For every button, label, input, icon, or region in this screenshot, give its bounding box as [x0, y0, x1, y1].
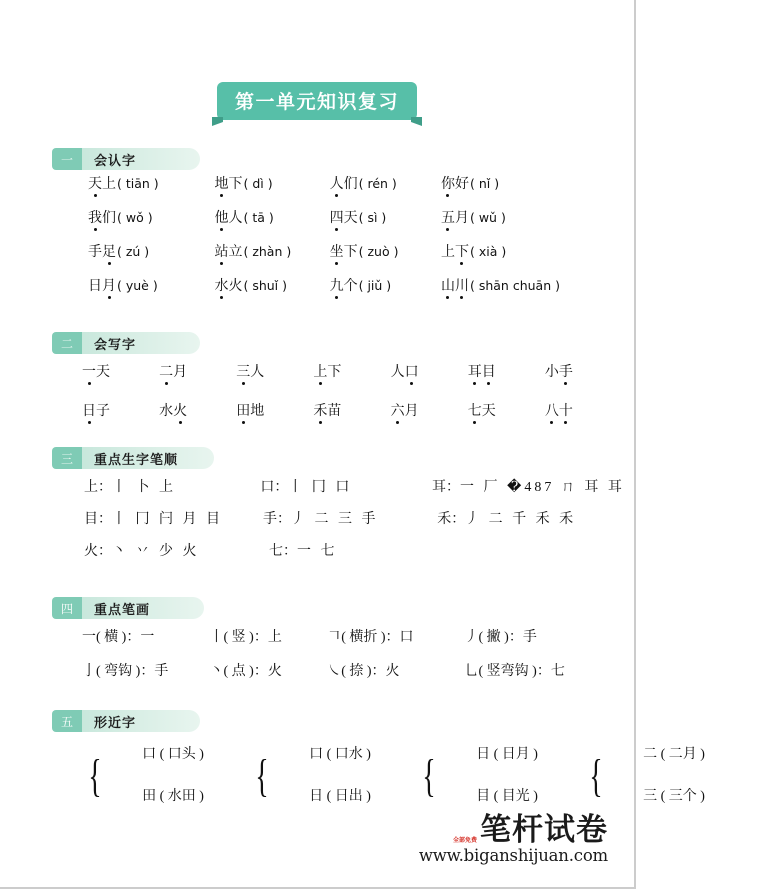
- emphasis-dot: [335, 194, 338, 197]
- word-cell: [441, 178, 592, 197]
- emphasis-dot: [220, 228, 223, 231]
- character: 火: [173, 405, 187, 424]
- word: [468, 405, 496, 424]
- character: 川: [455, 280, 469, 299]
- word: [214, 178, 272, 197]
- pinyin: ( tiān ): [117, 176, 159, 191]
- word-cell: [330, 212, 441, 231]
- word: [468, 366, 496, 385]
- word: [82, 405, 110, 424]
- page-title: 第一单元知识复习: [217, 82, 417, 120]
- word-cell: [438, 405, 515, 424]
- section-xing-jin-zi: [52, 710, 705, 806]
- word-cell: [441, 212, 592, 231]
- stroke-cell: ㇏( 捺 )：火: [327, 664, 400, 679]
- character: 一: [82, 366, 96, 385]
- stroke-order-cell: 上：丨 卜 上: [84, 480, 176, 495]
- character: 六: [391, 405, 405, 424]
- similar-char-bottom: 目 ( 目光 ): [476, 789, 538, 804]
- character: 他: [214, 212, 228, 231]
- character: 七: [468, 405, 482, 424]
- pinyin: ( dì ): [243, 176, 273, 191]
- emphasis-dot: [220, 262, 223, 265]
- word-cell: [330, 178, 441, 197]
- stroke-cell: 丨( 竖 )：上: [209, 630, 282, 645]
- word: [330, 178, 397, 197]
- word: [391, 405, 419, 424]
- word-cell: [330, 280, 441, 299]
- section-number: 一: [52, 148, 82, 170]
- word: [330, 280, 392, 299]
- section-title: 会写字: [94, 337, 137, 353]
- pinyin: ( sì ): [358, 210, 387, 225]
- character: 口: [405, 366, 419, 385]
- word: [236, 405, 264, 424]
- word-row: [52, 366, 592, 385]
- stroke-name: ( 竖弯钩 ): [478, 664, 537, 679]
- character: 火: [228, 279, 243, 294]
- character: 禾: [313, 405, 327, 424]
- section-number: 四: [52, 597, 82, 619]
- character: 四: [330, 212, 344, 231]
- word: [236, 366, 264, 385]
- character: 我: [88, 212, 102, 231]
- character: 人: [228, 211, 243, 226]
- word-cell: [330, 246, 441, 265]
- similar-char-cell: [52, 746, 219, 806]
- character: 上: [102, 177, 116, 192]
- pinyin: ( yuè ): [117, 278, 158, 293]
- stroke-order-cell: 手：丿 二 三 手: [263, 512, 379, 527]
- brace-icon: {: [589, 750, 603, 801]
- word: [441, 212, 506, 231]
- word-cell: [52, 178, 214, 197]
- character: 月: [102, 280, 116, 299]
- character: 好: [454, 177, 469, 192]
- stroke-glyph: 𠃍: [327, 630, 342, 645]
- brace-group: [251, 746, 386, 806]
- pinyin: ( shān chuān ): [469, 278, 560, 293]
- character: 天: [88, 178, 102, 197]
- emphasis-dot: [473, 421, 476, 424]
- brand-name-row: [419, 814, 608, 847]
- word: [214, 280, 287, 299]
- character: 人: [390, 365, 405, 380]
- section-bi-hua: [52, 597, 592, 699]
- section-body: [52, 631, 592, 679]
- word: [330, 246, 399, 265]
- character: 小: [544, 365, 559, 380]
- stroke-example: 一: [140, 630, 155, 645]
- pinyin: ( jiǔ ): [358, 278, 392, 293]
- section-number: 三: [52, 447, 82, 469]
- word-cell: [438, 366, 515, 385]
- character: 五: [441, 212, 455, 231]
- target-character: 耳: [432, 480, 446, 495]
- stroke-name: ( 横 ): [96, 630, 127, 645]
- section-header: [52, 710, 200, 732]
- word: [545, 366, 573, 385]
- pinyin: ( zuò ): [358, 244, 399, 259]
- target-character: 目: [84, 512, 98, 527]
- target-character: 禾: [437, 512, 452, 527]
- pinyin: ( xià ): [469, 244, 507, 259]
- word-cell: [52, 246, 214, 265]
- brace-group: [84, 746, 219, 806]
- section-number: 二: [52, 332, 82, 354]
- emphasis-dot: [319, 382, 322, 385]
- character: 人: [250, 365, 265, 380]
- word-cell: [214, 246, 329, 265]
- stroke-glyph: 丨: [209, 630, 224, 645]
- free-badge: 全部免费: [452, 836, 477, 844]
- section-body: [52, 366, 592, 424]
- word: [214, 246, 291, 265]
- pinyin: ( zú ): [117, 244, 150, 259]
- pinyin: ( wǒ ): [117, 210, 153, 225]
- stroke-sequence: 丶 丷 少 火: [112, 544, 200, 559]
- character: 坐: [330, 246, 344, 265]
- character: 们: [343, 177, 358, 192]
- brace-group: [585, 746, 720, 806]
- stroke-glyph: 一: [82, 630, 96, 645]
- similar-char-top: 二 ( 二月 ): [643, 747, 705, 762]
- character: 八: [545, 405, 559, 424]
- section-title: 重点笔画: [94, 602, 151, 618]
- emphasis-dot: [242, 421, 245, 424]
- section-header: [52, 148, 200, 170]
- section-title: 形近字: [94, 715, 137, 731]
- word-cell: [361, 366, 438, 385]
- stroke-cell: 乚( 竖弯钩 )：七: [464, 664, 565, 679]
- character: 下: [327, 365, 342, 380]
- emphasis-dot: [446, 228, 449, 231]
- section-title: 重点生字笔顺: [94, 452, 179, 468]
- pinyin: ( nǐ ): [469, 176, 500, 191]
- emphasis-dot: [88, 382, 91, 385]
- word-row: [52, 246, 592, 265]
- section-header: [52, 332, 200, 354]
- stroke-name: ( 撇 ): [478, 630, 509, 645]
- emphasis-dot: [410, 382, 413, 385]
- character: 手: [559, 366, 573, 385]
- stroke-row: [52, 631, 592, 645]
- stroke-name: ( 弯钩 ): [96, 664, 141, 679]
- pinyin: ( zhàn ): [243, 244, 292, 259]
- emphasis-dot: [220, 194, 223, 197]
- character: 日: [82, 405, 96, 424]
- character: 上: [440, 245, 455, 260]
- emphasis-dot: [242, 382, 245, 385]
- word-cell: [214, 280, 329, 299]
- word-cell: [52, 366, 129, 385]
- character: 山: [441, 280, 455, 299]
- stroke-order-row: [52, 545, 592, 559]
- word-cell: [129, 366, 206, 385]
- word: [88, 212, 153, 231]
- emphasis-dot: [473, 382, 476, 385]
- stroke-sequence: 丿 二 千 禾 禾: [465, 512, 577, 527]
- similar-char-bottom: 三 ( 三个 ): [643, 789, 705, 804]
- word-row: [52, 212, 592, 231]
- emphasis-dot: [396, 421, 399, 424]
- stroke-glyph: 亅: [82, 664, 96, 679]
- brace-icon: {: [88, 750, 102, 801]
- section-number: 五: [52, 710, 82, 732]
- similar-char-bottom: 田 ( 水田 ): [142, 789, 204, 804]
- character: 水: [214, 280, 228, 299]
- stroke-sequence: 丨 冂 口: [288, 480, 353, 495]
- target-character: 手: [263, 512, 278, 527]
- stroke-example: 火: [385, 664, 400, 679]
- word-cell: [441, 280, 592, 299]
- stroke-example: 七: [550, 664, 565, 679]
- emphasis-dot: [564, 421, 567, 424]
- emphasis-dot: [446, 296, 449, 299]
- word-cell: [283, 366, 360, 385]
- similar-char-bottom: 日 ( 日出 ): [309, 789, 371, 804]
- pinyin: ( rén ): [358, 176, 397, 191]
- character: 下: [343, 245, 358, 260]
- word: [88, 178, 159, 197]
- emphasis-dot: [165, 382, 168, 385]
- brand-url: www.biganshijuan.com: [418, 845, 608, 865]
- word: [391, 366, 419, 385]
- section-header: [52, 597, 204, 619]
- character: 三: [236, 366, 250, 385]
- character: 日: [88, 279, 102, 294]
- word: [159, 366, 187, 385]
- stroke-name: ( 横折 ): [341, 630, 386, 645]
- character: 月: [454, 211, 469, 226]
- pinyin: ( shuǐ ): [243, 278, 287, 293]
- character: 们: [102, 211, 116, 226]
- section-body: [52, 480, 625, 559]
- section-bi-shun: [52, 447, 625, 577]
- section-hui-xie-zi: [52, 332, 592, 444]
- stroke-sequence: 丨 卜 上: [112, 480, 176, 495]
- character: 上: [313, 366, 327, 385]
- word-row: [52, 280, 592, 299]
- section-body: [52, 178, 592, 299]
- stroke-name: ( 点 ): [223, 664, 254, 679]
- section-title: 会认字: [94, 153, 137, 169]
- character: 你: [441, 178, 455, 197]
- stroke-example: 手: [154, 664, 169, 679]
- similar-char-row: [52, 746, 705, 806]
- emphasis-dot: [179, 421, 182, 424]
- emphasis-dot: [335, 228, 338, 231]
- character: 月: [404, 404, 419, 419]
- similar-char-cell: [553, 746, 720, 806]
- emphasis-dot: [460, 296, 463, 299]
- word-cell: [214, 212, 329, 231]
- stroke-sequence: 丿 二 三 手: [291, 512, 379, 527]
- character: 田: [236, 405, 250, 424]
- pinyin: ( wǔ ): [469, 210, 506, 225]
- stroke-name: ( 竖 ): [223, 630, 254, 645]
- word-row: [52, 405, 592, 424]
- stroke-sequence: 丨 冂 闩 月 目: [112, 512, 223, 527]
- word-cell: [515, 405, 592, 424]
- word-cell: [129, 405, 206, 424]
- character: 十: [559, 405, 573, 424]
- word-cell: [52, 405, 129, 424]
- emphasis-dot: [446, 194, 449, 197]
- emphasis-dot: [88, 421, 91, 424]
- character: 目: [482, 366, 496, 385]
- word-cell: [52, 212, 214, 231]
- emphasis-dot: [487, 382, 490, 385]
- stroke-glyph: 丿: [464, 630, 479, 645]
- stroke-order-cell: 火：丶 丷 少 火: [84, 544, 200, 559]
- similar-char-top: 口 ( 口水 ): [309, 747, 371, 762]
- word: [545, 405, 573, 424]
- word-cell: [214, 178, 329, 197]
- word-cell: [441, 246, 592, 265]
- character: 下: [228, 177, 243, 192]
- stroke-cell: 丿( 撇 )：手: [464, 630, 537, 645]
- character: 地: [214, 178, 228, 197]
- target-character: 上: [84, 480, 98, 495]
- stroke-example: 上: [267, 630, 282, 645]
- emphasis-dot: [319, 421, 322, 424]
- target-character: 七: [269, 544, 283, 559]
- target-character: 火: [84, 544, 98, 559]
- character: 月: [173, 365, 188, 380]
- character: 二: [159, 366, 173, 385]
- word: [82, 366, 110, 385]
- word: [313, 405, 341, 424]
- stroke-order-cell: 七：一 七: [269, 544, 338, 559]
- brand-name: 笔杆试卷: [480, 812, 608, 849]
- word: [441, 280, 560, 299]
- stroke-example: 火: [267, 664, 282, 679]
- word-row: [52, 178, 592, 197]
- stroke-glyph: ㇏: [327, 664, 342, 679]
- target-character: 口: [260, 480, 275, 495]
- character: 足: [102, 246, 116, 265]
- emphasis-dot: [550, 421, 553, 424]
- brace-icon: {: [255, 750, 269, 801]
- word: [214, 212, 273, 231]
- page-title-container: [0, 82, 634, 120]
- word-cell: [283, 405, 360, 424]
- emphasis-dot: [335, 296, 338, 299]
- character: 水: [159, 404, 174, 419]
- emphasis-dot: [220, 296, 223, 299]
- section-hui-ren-zi: [52, 148, 592, 314]
- stroke-sequence: 一 七: [297, 544, 338, 559]
- character: 地: [250, 404, 265, 419]
- similar-char-top: 日 ( 日月 ): [476, 747, 538, 762]
- section-body: [52, 746, 705, 806]
- stroke-name: ( 捺 ): [341, 664, 372, 679]
- character: 子: [96, 404, 110, 419]
- brace-items: [611, 746, 778, 806]
- character: 人: [330, 178, 344, 197]
- word-cell: [52, 280, 214, 299]
- character: 耳: [468, 366, 482, 385]
- word: [330, 212, 387, 231]
- stroke-row: [52, 665, 592, 679]
- stroke-order-cell: 禾：丿 二 千 禾 禾: [437, 512, 577, 527]
- stroke-example: 手: [522, 630, 537, 645]
- character: 天: [96, 365, 110, 380]
- character: 个: [343, 279, 358, 294]
- stroke-cell: 丶( 点 )：火: [209, 664, 282, 679]
- stroke-cell: 一( 横 )：一: [82, 630, 155, 645]
- similar-char-cell: [386, 746, 553, 806]
- word-cell: [361, 405, 438, 424]
- brand-watermark: [419, 814, 608, 865]
- emphasis-dot: [564, 382, 567, 385]
- character: 苗: [327, 404, 342, 419]
- brace-group: [418, 746, 553, 806]
- stroke-sequence: 一 厂 �487 ㄇ 耳 耳: [460, 480, 625, 495]
- word: [88, 280, 158, 299]
- stroke-order-cell: 口：丨 冂 口: [260, 480, 353, 495]
- stroke-order-cell: 目：丨 冂 闩 月 目: [84, 512, 223, 527]
- emphasis-dot: [460, 262, 463, 265]
- character: 站: [214, 246, 228, 265]
- character: 立: [228, 245, 243, 260]
- word: [88, 246, 149, 265]
- stroke-glyph: 乚: [464, 664, 479, 679]
- character: 手: [88, 245, 102, 260]
- stroke-example: 口: [399, 630, 414, 645]
- brace-icon: {: [422, 750, 436, 801]
- stroke-cell: 𠃍( 横折 )：口: [327, 630, 414, 645]
- stroke-cell: 亅( 弯钩 )：手: [82, 664, 169, 679]
- word-cell: [206, 366, 283, 385]
- similar-char-cell: [219, 746, 386, 806]
- pinyin: ( tā ): [243, 210, 274, 225]
- stroke-order-row: [52, 480, 625, 495]
- word: [313, 366, 341, 385]
- emphasis-dot: [94, 228, 97, 231]
- emphasis-dot: [335, 262, 338, 265]
- stroke-order-cell: 耳：一 厂 �487 ㄇ 耳 耳: [432, 480, 625, 495]
- character: 天: [343, 211, 358, 226]
- emphasis-dot: [94, 194, 97, 197]
- similar-char-top: 口 ( 口头 ): [142, 747, 204, 762]
- stroke-order-row: [52, 513, 592, 527]
- character: 九: [330, 280, 344, 299]
- word: [441, 178, 499, 197]
- emphasis-dot: [108, 262, 111, 265]
- word-cell: [515, 366, 592, 385]
- stroke-glyph: 丶: [209, 664, 224, 679]
- section-header: [52, 447, 214, 469]
- emphasis-dot: [108, 296, 111, 299]
- word: [441, 246, 506, 265]
- character: 下: [455, 246, 469, 265]
- character: 天: [481, 404, 496, 419]
- word: [159, 405, 187, 424]
- word-cell: [206, 405, 283, 424]
